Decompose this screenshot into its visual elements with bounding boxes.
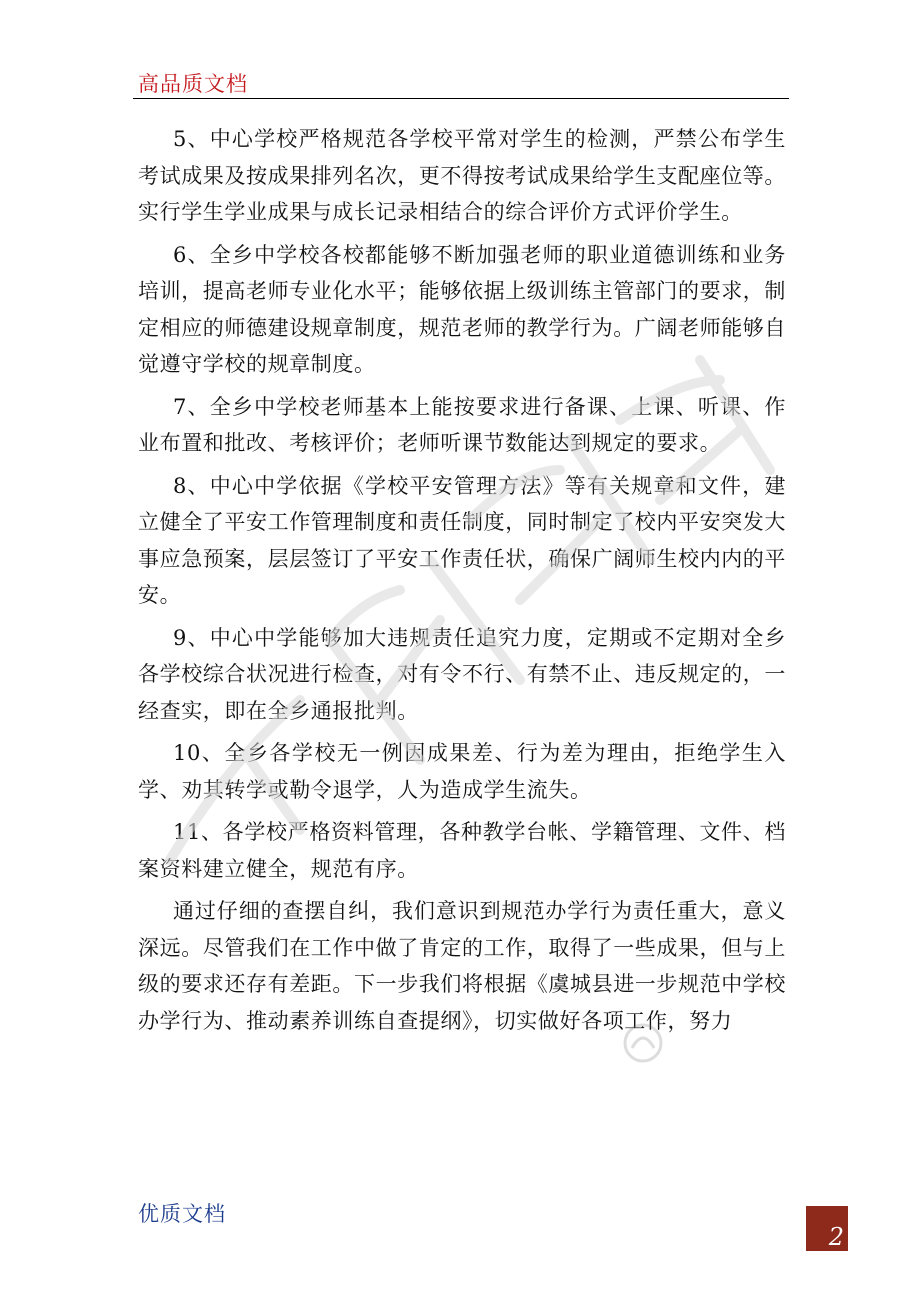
page-number: 2 (828, 1223, 844, 1251)
footer-title: 优质文档 (138, 1202, 226, 1226)
paragraph-8: 8、中心中学依据《学校平安管理方法》等有关规章和文件，建立健全了平安工作管理制度和责任制度，同时制定了校内平安突发大事应急预案，层层签订了平安工作责任状，确保广阔师生校内内的平安。 (138, 473, 786, 607)
paragraph-10: 10、全乡各学校无一例因成果差、行为差为理由，拒绝学生入学、劝其转学或勒令退学，人为造成学生流失。 (138, 741, 786, 802)
page-number-underline (806, 1250, 848, 1251)
paragraph-6: 6、全乡中学校各校都能够不断加强老师的职业道德训练和业务培训，提高老师专业化水平；能够依据上级训练主管部门的要求，制定相应的师德建设规章制度，规范老师的教学行为。广阔老师能够自觉遵守学校的规章制度。 (138, 242, 786, 376)
document-body (138, 121, 786, 1045)
page-number-box (806, 1206, 848, 1250)
paragraph-9: 9、中心中学能够加大违规责任追究力度，定期或不定期对全乡各学校综合状况进行检查，对有令不行、有禁不止、违反规定的，一经查实，即在全乡通报批判。 (138, 625, 786, 723)
paragraph-11: 11、各学校严格资料管理，各种教学台帐、学籍管理、文件、档案资料建立健全，规范有序。 (138, 820, 786, 881)
brand-watermark-icon (618, 1018, 668, 1068)
brand-watermark (618, 1018, 788, 1068)
paragraph-5: 5、中心学校严格规范各学校平常对学生的检测，严禁公布学生考试成果及按成果排列名次，更不得按考试成果给学生支配座位等。实行学生学业成果与成长记录相结合的综合评价方式评价学生。 (138, 127, 786, 224)
paragraph-summary: 通过仔细的查摆自纠，我们意识到规范办学行为责任重大，意义深远。尽管我们在工作中做了肯定的工作，取得了一些成果，但与上级的要求还存有差距。下一步我们将根据《虞城县进一步规范中学校办学行为、推动素养训练自查提纲》，切实做好各项工作，努力 (138, 899, 786, 1033)
paragraph-7: 7、全乡中学校老师基本上能按要求进行备课、上课、听课、作业布置和批改、考核评价；老师听课节数能达到规定的要求。 (138, 394, 786, 455)
header-divider (133, 98, 789, 99)
header-title: 高品质文档 (138, 72, 248, 96)
